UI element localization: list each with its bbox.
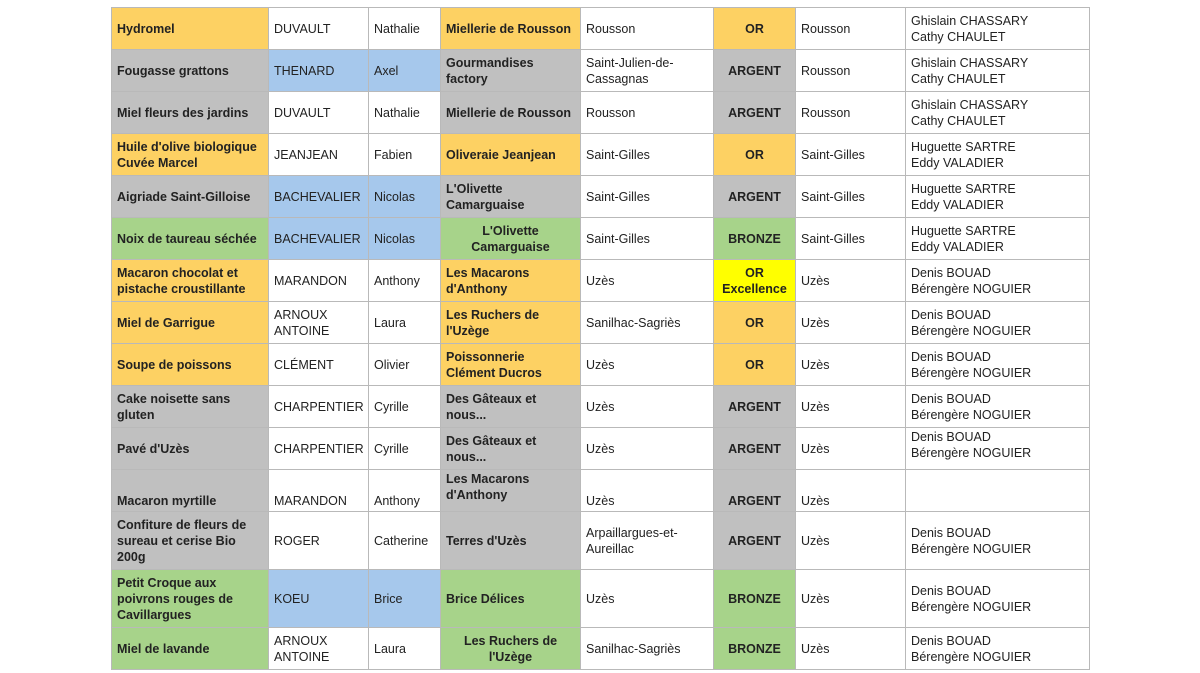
city-cell: Saint-Gilles [581, 134, 714, 176]
product-cell: Miel de lavande [112, 628, 269, 670]
jury-member: Bérengère NOGUIER [911, 541, 1032, 556]
company-cell: Gourmandises factory [441, 50, 581, 92]
table-row [112, 8, 1090, 50]
product-cell: Huile d'olive biologique Cuvée Marcel [112, 134, 269, 176]
medal-cell: ARGENT [714, 512, 796, 570]
last-name-cell: CHARPENTIER [269, 428, 369, 470]
last-name-cell: CHARPENTIER [269, 386, 369, 428]
jury-member: Ghislain CHASSARY [911, 13, 1029, 28]
city-cell: Uzès [581, 570, 714, 628]
jury-cell [906, 260, 1090, 302]
table-row [112, 50, 1090, 92]
last-name-cell: DUVAULT [269, 8, 369, 50]
first-name-cell: Cyrille [369, 428, 441, 470]
first-name-cell: Anthony [369, 470, 441, 512]
product-cell: Macaron myrtille [112, 470, 269, 512]
table-row [112, 260, 1090, 302]
jury-member: Eddy VALADIER [911, 155, 1004, 170]
first-name-cell: Catherine [369, 512, 441, 570]
first-name-cell: Fabien [369, 134, 441, 176]
medal-cell: ARGENT [714, 50, 796, 92]
medal-cell: OR [714, 8, 796, 50]
company-cell: Des Gâteaux et nous... [441, 428, 581, 470]
company-cell: Oliveraie Jeanjean [441, 134, 581, 176]
medal-cell: OR [714, 302, 796, 344]
city-cell: Rousson [581, 92, 714, 134]
jury-member: Ghislain CHASSARY [911, 55, 1029, 70]
jury-member: Huguette SARTRE [911, 181, 1016, 196]
jury-city-cell: Saint-Gilles [796, 176, 906, 218]
first-name-cell: Laura [369, 628, 441, 670]
table-row [112, 512, 1090, 570]
first-name-cell: Nicolas [369, 176, 441, 218]
jury-member: Denis BOUAD [911, 583, 991, 598]
jury-cell [906, 628, 1090, 670]
last-name-cell: BACHEVALIER [269, 176, 369, 218]
jury-member: Bérengère NOGUIER [911, 599, 1032, 614]
jury-member: Denis BOUAD [911, 633, 991, 648]
jury-city-cell: Uzès [796, 344, 906, 386]
medal-cell: BRONZE [714, 628, 796, 670]
last-name-cell: KOEU [269, 570, 369, 628]
first-name-cell: Cyrille [369, 386, 441, 428]
jury-cell [906, 386, 1090, 428]
jury-city-cell: Uzès [796, 428, 906, 470]
jury-city-cell: Saint-Gilles [796, 134, 906, 176]
jury-member: Eddy VALADIER [911, 239, 1004, 254]
jury-cell [906, 512, 1090, 570]
first-name-cell: Olivier [369, 344, 441, 386]
jury-city-cell: Uzès [796, 260, 906, 302]
jury-member: Denis BOUAD [911, 307, 991, 322]
company-cell: Les Macarons d'Anthony [441, 260, 581, 302]
table-row [112, 386, 1090, 428]
product-cell: Noix de taureau séchée [112, 218, 269, 260]
city-cell: Uzès [581, 386, 714, 428]
first-name-cell: Brice [369, 570, 441, 628]
jury-member: Bérengère NOGUIER [911, 446, 1032, 460]
jury-city-cell: Uzès [796, 470, 906, 512]
jury-member: Bérengère NOGUIER [911, 281, 1032, 296]
jury-member: Huguette SARTRE [911, 223, 1016, 238]
jury-member: Cathy CHAULET [911, 71, 1006, 86]
jury-city-cell: Uzès [796, 628, 906, 670]
last-name-cell: DUVAULT [269, 92, 369, 134]
jury-member: Ghislain CHASSARY [911, 97, 1029, 112]
last-name-cell: ARNOUX ANTOINE [269, 302, 369, 344]
product-cell: Miel de Garrigue [112, 302, 269, 344]
jury-city-cell: Saint-Gilles [796, 218, 906, 260]
city-cell: Uzès [581, 344, 714, 386]
jury-member: Cathy CHAULET [911, 113, 1006, 128]
jury-city-cell: Rousson [796, 8, 906, 50]
last-name-cell: MARANDON [269, 470, 369, 512]
jury-member: Denis BOUAD [911, 391, 991, 406]
jury-city-cell: Rousson [796, 92, 906, 134]
jury-member: Bérengère NOGUIER [911, 323, 1032, 338]
jury-member: Bérengère NOGUIER [911, 407, 1032, 422]
city-cell: Sanilhac-Sagriès [581, 628, 714, 670]
city-cell: Uzès [581, 260, 714, 302]
table-row [112, 344, 1090, 386]
jury-cell [906, 8, 1090, 50]
jury-city-cell: Uzès [796, 302, 906, 344]
jury-cell [906, 176, 1090, 218]
company-cell: Les Ruchers de l'Uzège [441, 302, 581, 344]
company-cell: Terres d'Uzès [441, 512, 581, 570]
table-row [112, 218, 1090, 260]
first-name-cell: Anthony [369, 260, 441, 302]
jury-cell [906, 470, 1090, 512]
jury-city-cell: Uzès [796, 512, 906, 570]
jury-city-cell: Uzès [796, 570, 906, 628]
product-cell: Hydromel [112, 8, 269, 50]
first-name-cell: Nathalie [369, 92, 441, 134]
medal-cell: ARGENT [714, 92, 796, 134]
company-cell: Les Ruchers de l'Uzège [441, 628, 581, 670]
jury-city-cell: Rousson [796, 50, 906, 92]
city-cell: Uzès [581, 470, 714, 512]
first-name-cell: Nathalie [369, 8, 441, 50]
city-cell: Arpaillargues-et-Aureillac [581, 512, 714, 570]
company-cell: Les Macarons d'Anthony [441, 470, 581, 512]
product-cell: Fougasse grattons [112, 50, 269, 92]
medal-cell: OR Excellence [714, 260, 796, 302]
city-cell: Saint-Julien-de-Cassagnas [581, 50, 714, 92]
product-cell: Aigriade Saint-Gilloise [112, 176, 269, 218]
jury-member: Bérengère NOGUIER [911, 365, 1032, 380]
first-name-cell: Axel [369, 50, 441, 92]
product-cell: Confiture de fleurs de sureau et cerise Bio 200g [112, 512, 269, 570]
jury-member: Denis BOUAD [911, 349, 991, 364]
jury-cell [906, 218, 1090, 260]
medal-cell: BRONZE [714, 218, 796, 260]
jury-city-cell: Uzès [796, 386, 906, 428]
product-cell: Petit Croque aux poivrons rouges de Cavillargues [112, 570, 269, 628]
product-cell: Macaron chocolat et pistache croustillante [112, 260, 269, 302]
medal-cell: ARGENT [714, 470, 796, 512]
city-cell: Uzès [581, 428, 714, 470]
company-cell: Poissonnerie Clément Ducros [441, 344, 581, 386]
jury-member: Denis BOUAD [911, 265, 991, 280]
last-name-cell: ROGER [269, 512, 369, 570]
medal-cell: OR [714, 134, 796, 176]
jury-member: Huguette SARTRE [911, 139, 1016, 154]
table-row [112, 628, 1090, 670]
first-name-cell: Nicolas [369, 218, 441, 260]
company-cell: Miellerie de Rousson [441, 8, 581, 50]
table-row [112, 428, 1090, 470]
city-cell: Saint-Gilles [581, 218, 714, 260]
jury-cell [906, 344, 1090, 386]
product-cell: Soupe de poissons [112, 344, 269, 386]
last-name-cell: THENARD [269, 50, 369, 92]
product-cell: Pavé d'Uzès [112, 428, 269, 470]
company-cell: L'Olivette Camarguaise [441, 176, 581, 218]
company-cell: L'Olivette Camarguaise [441, 218, 581, 260]
table-row [112, 470, 1090, 512]
city-cell: Sanilhac-Sagriès [581, 302, 714, 344]
last-name-cell: BACHEVALIER [269, 218, 369, 260]
jury-cell [906, 50, 1090, 92]
jury-cell [906, 92, 1090, 134]
company-cell: Des Gâteaux et nous... [441, 386, 581, 428]
jury-cell [906, 428, 1090, 470]
product-cell: Cake noisette sans gluten [112, 386, 269, 428]
jury-cell [906, 302, 1090, 344]
last-name-cell: ARNOUX ANTOINE [269, 628, 369, 670]
first-name-cell: Laura [369, 302, 441, 344]
last-name-cell: MARANDON [269, 260, 369, 302]
jury-member: Eddy VALADIER [911, 197, 1004, 212]
medal-cell: ARGENT [714, 428, 796, 470]
jury-member: Denis BOUAD [911, 430, 991, 444]
table-row [112, 134, 1090, 176]
company-cell: Brice Délices [441, 570, 581, 628]
company-cell: Miellerie de Rousson [441, 92, 581, 134]
last-name-cell: CLÉMENT [269, 344, 369, 386]
results-table [111, 7, 1090, 670]
city-cell: Rousson [581, 8, 714, 50]
jury-member: Denis BOUAD [911, 525, 991, 540]
jury-cell [906, 134, 1090, 176]
table-row [112, 176, 1090, 218]
jury-member: Bérengère NOGUIER [911, 649, 1032, 664]
jury-member: Cathy CHAULET [911, 29, 1006, 44]
city-cell: Saint-Gilles [581, 176, 714, 218]
medal-cell: OR [714, 344, 796, 386]
jury-cell [906, 570, 1090, 628]
product-cell: Miel fleurs des jardins [112, 92, 269, 134]
last-name-cell: JEANJEAN [269, 134, 369, 176]
table-row [112, 302, 1090, 344]
table-row [112, 92, 1090, 134]
medal-cell: ARGENT [714, 386, 796, 428]
table-row [112, 570, 1090, 628]
medal-cell: ARGENT [714, 176, 796, 218]
medal-cell: BRONZE [714, 570, 796, 628]
